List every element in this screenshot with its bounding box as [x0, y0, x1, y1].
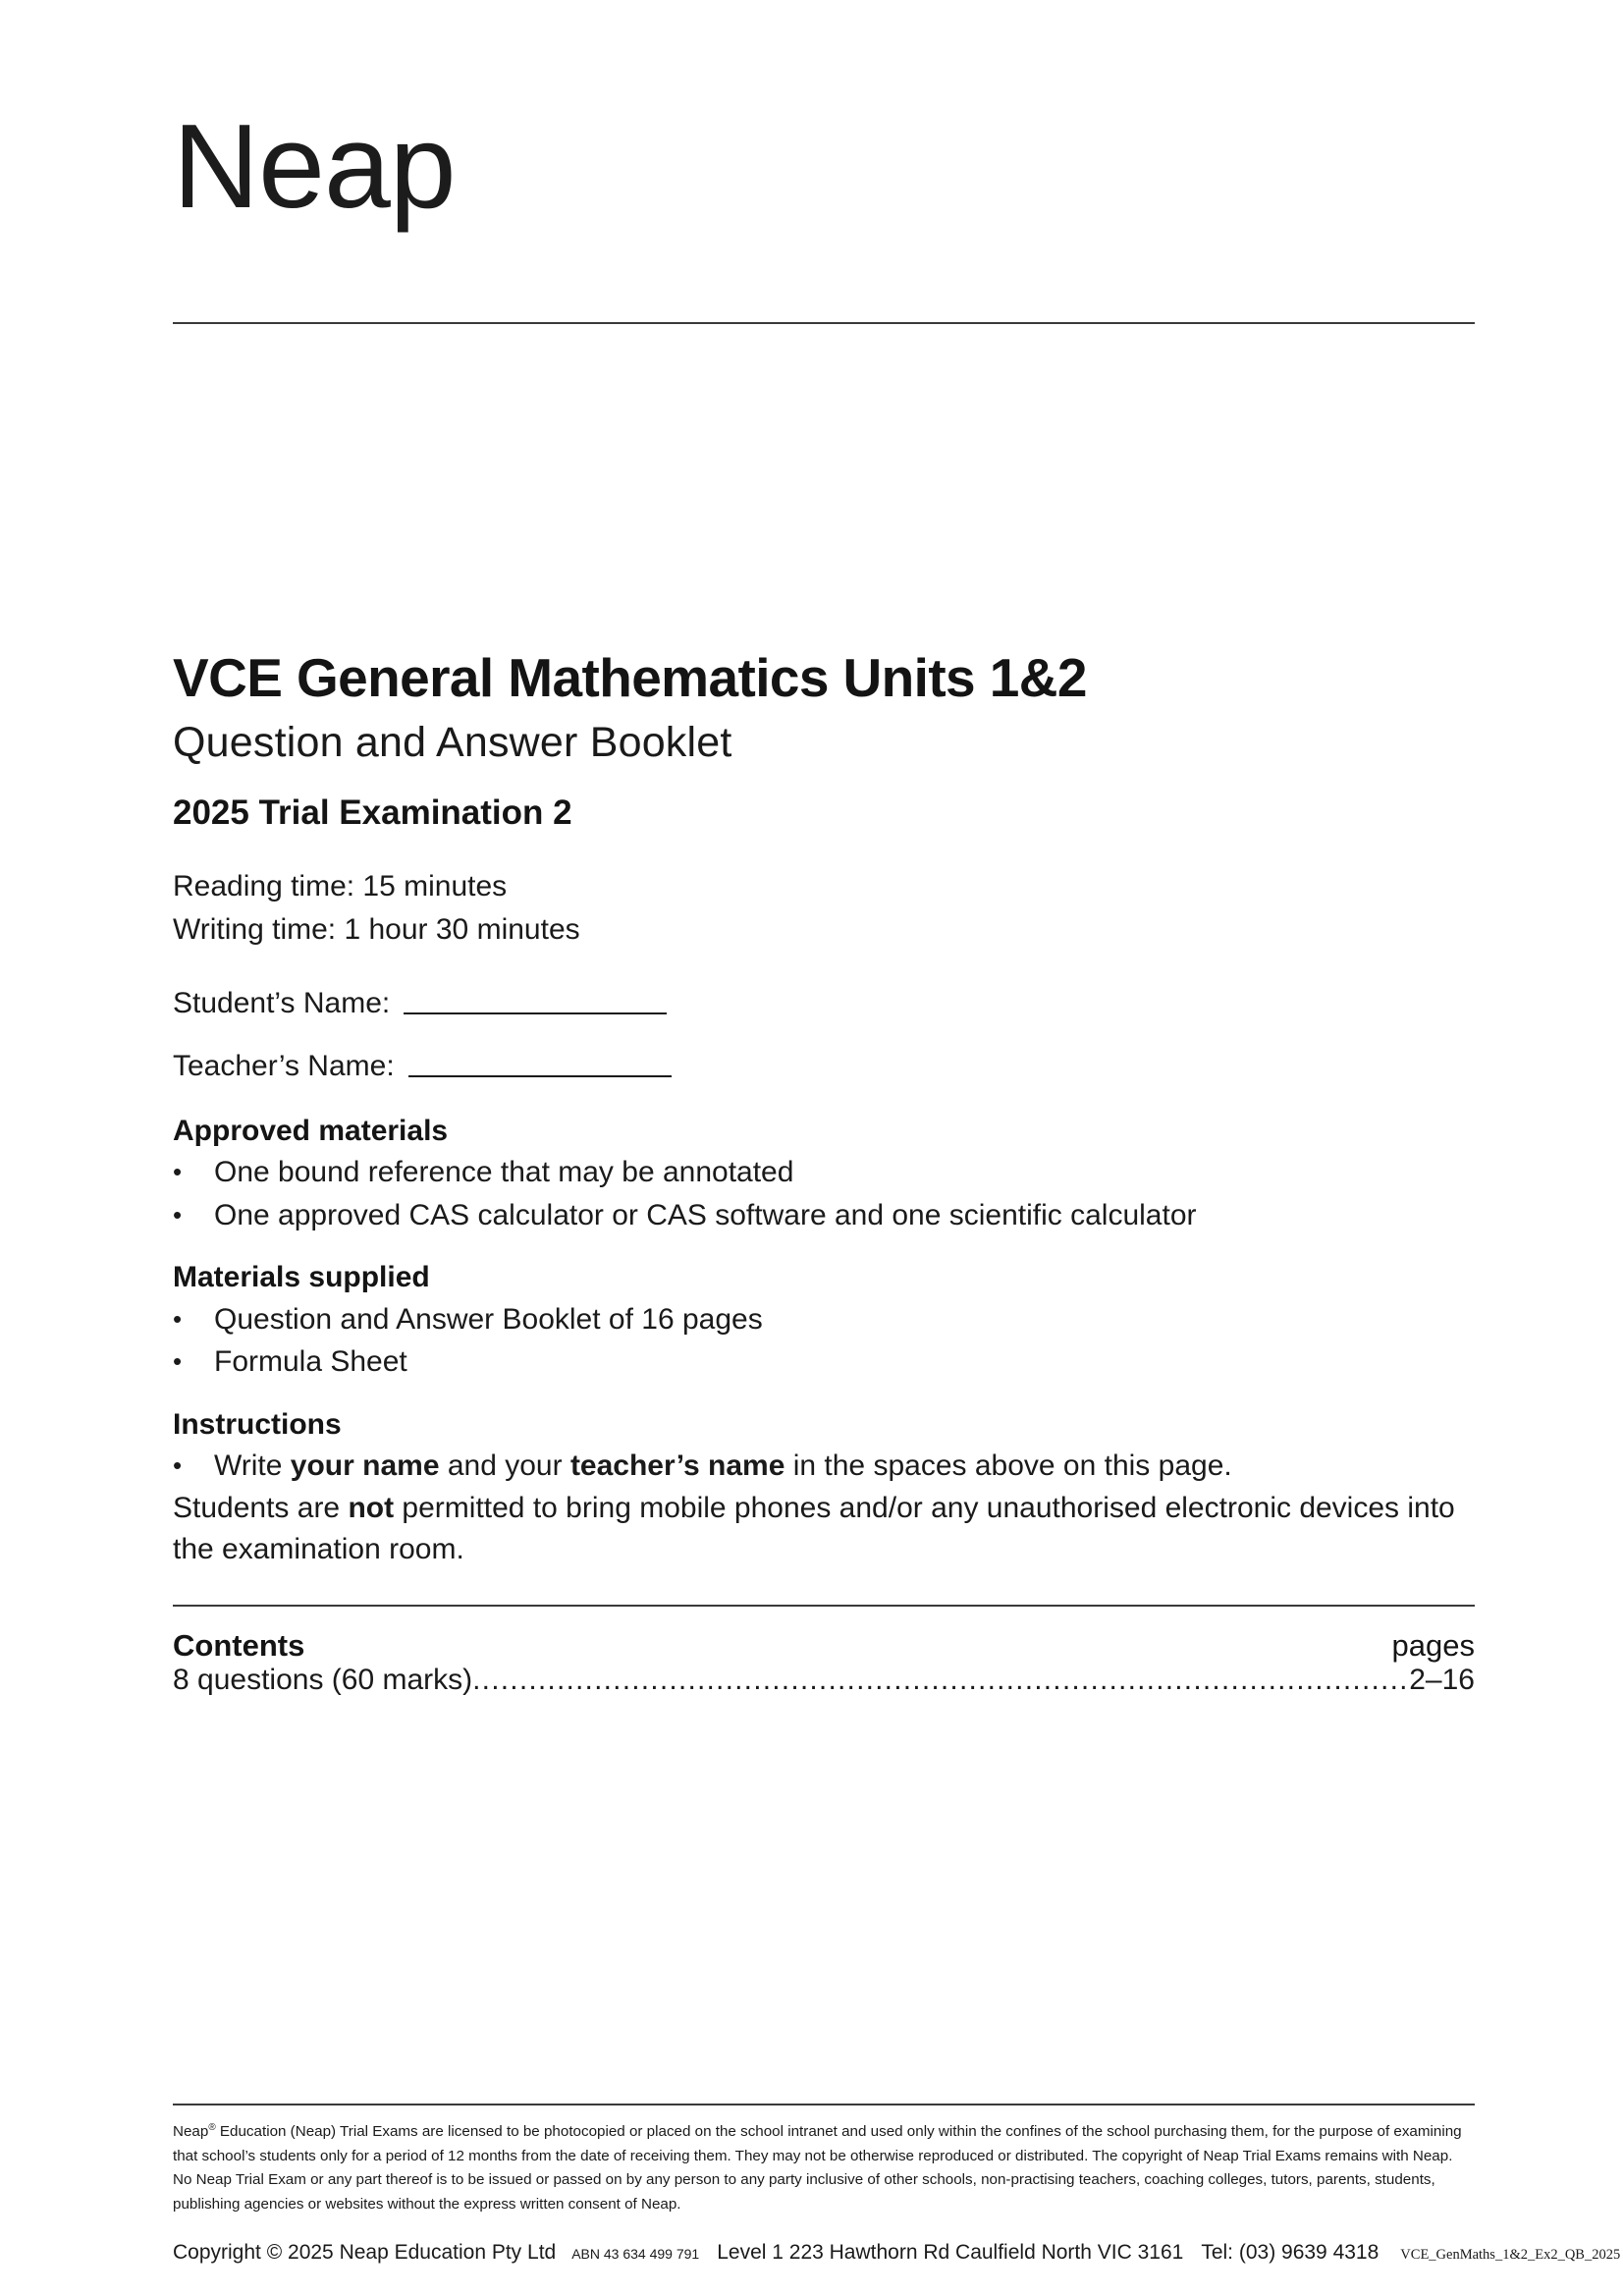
student-name-rule[interactable] [404, 1012, 667, 1014]
material-supplied-2: Formula Sheet [214, 1345, 407, 1379]
bullet-icon: • [173, 1199, 183, 1230]
material-supplied-1: Question and Answer Booklet of 16 pages [214, 1302, 763, 1336]
instructions-heading: Instructions [173, 1407, 342, 1441]
list-item [173, 1445, 1488, 1488]
contents-pages-label: pages [1391, 1628, 1475, 1663]
document-code: VCE_GenMaths_1&2_Ex2_QB_2025 [1400, 2246, 1621, 2263]
student-name-label: Student’s Name: [173, 986, 391, 1019]
contents-entry [173, 1664, 1475, 1697]
page-title: VCE General Mathematics Units 1&2 [173, 647, 1087, 708]
copyright-text: Copyright © 2025 Neap Education Pty Ltd [173, 2240, 557, 2264]
copyright-line [173, 2239, 1621, 2266]
legal-body: Education (Neap) Trial Exams are licensed to be photocopied or placed on the school intranet and used only within the confines of the school purchasing them, for the purpose of examining that school’s students only for a period of 12 months from the date of receiving them. They may not be otherwise reproduced or distributed. The copyright of Neap Trial Exams remains with Neap. No Neap Trial Exam or any part thereof is to be issued or passed on by any person to any party inclusive of other schools, non-practising teachers, coaching colleges, tutors, parents, students, publishing agencies or websites without the express written consent of Neap. [173, 2123, 1462, 2213]
abn-text: ABN 43 634 499 791 [571, 2245, 700, 2262]
contents-entry-pages: 2–16 [1409, 1664, 1475, 1696]
writing-time: Writing time: 1 hour 30 minutes [173, 913, 580, 947]
reading-time: Reading time: 15 minutes [173, 870, 508, 903]
dot-leader [472, 1664, 1409, 1693]
list-item [173, 1151, 1488, 1194]
teacher-name-field[interactable] [173, 1049, 1488, 1084]
list-item [173, 1298, 1488, 1341]
neap-logo: Neap [173, 99, 456, 233]
exam-label: 2025 Trial Examination 2 [173, 793, 572, 833]
approved-materials-heading: Approved materials [173, 1114, 449, 1147]
instruction-write-names: Write your name and your teacher’s name in the spaces above on this page. [214, 1449, 1232, 1483]
contents-entry-label: 8 questions (60 marks) [173, 1664, 473, 1696]
registered-trademark-icon: ® [208, 2122, 216, 2133]
approved-material-1: One bound reference that may be annotated [214, 1156, 794, 1189]
student-name-field[interactable] [173, 986, 1488, 1021]
instruction-devices-note: Students are not permitted to bring mobile phones and/or any unauthorised electronic devices into the examination room. [173, 1491, 1455, 1566]
bullet-icon: • [173, 1450, 183, 1481]
footer-divider [173, 2104, 1475, 2105]
header-divider [173, 322, 1475, 324]
bullet-icon: • [173, 1346, 183, 1377]
approved-material-2: One approved CAS calculator or CAS software and one scientific calculator [214, 1198, 1197, 1231]
bullet-icon: • [173, 1303, 183, 1334]
contents-header [173, 1628, 1475, 1664]
list-item [173, 1194, 1488, 1237]
title-block [173, 648, 1488, 1697]
masthead [173, 99, 1475, 233]
contents-heading: Contents [173, 1628, 305, 1663]
teacher-name-label: Teacher’s Name: [173, 1049, 395, 1082]
address-text: Level 1 223 Hawthorn Rd Caulfield North VIC 3161 [717, 2240, 1184, 2264]
legal-notice [173, 2120, 1475, 2217]
page-footer [173, 2104, 1621, 2266]
teacher-name-rule[interactable] [408, 1075, 672, 1077]
legal-brand: Neap [173, 2123, 209, 2141]
list-item [173, 1340, 1488, 1384]
bullet-icon: • [173, 1157, 183, 1187]
telephone-text: Tel: (03) 9639 4318 [1201, 2240, 1380, 2264]
page-subtitle: Question and Answer Booklet [173, 718, 732, 766]
materials-supplied-heading: Materials supplied [173, 1261, 430, 1294]
